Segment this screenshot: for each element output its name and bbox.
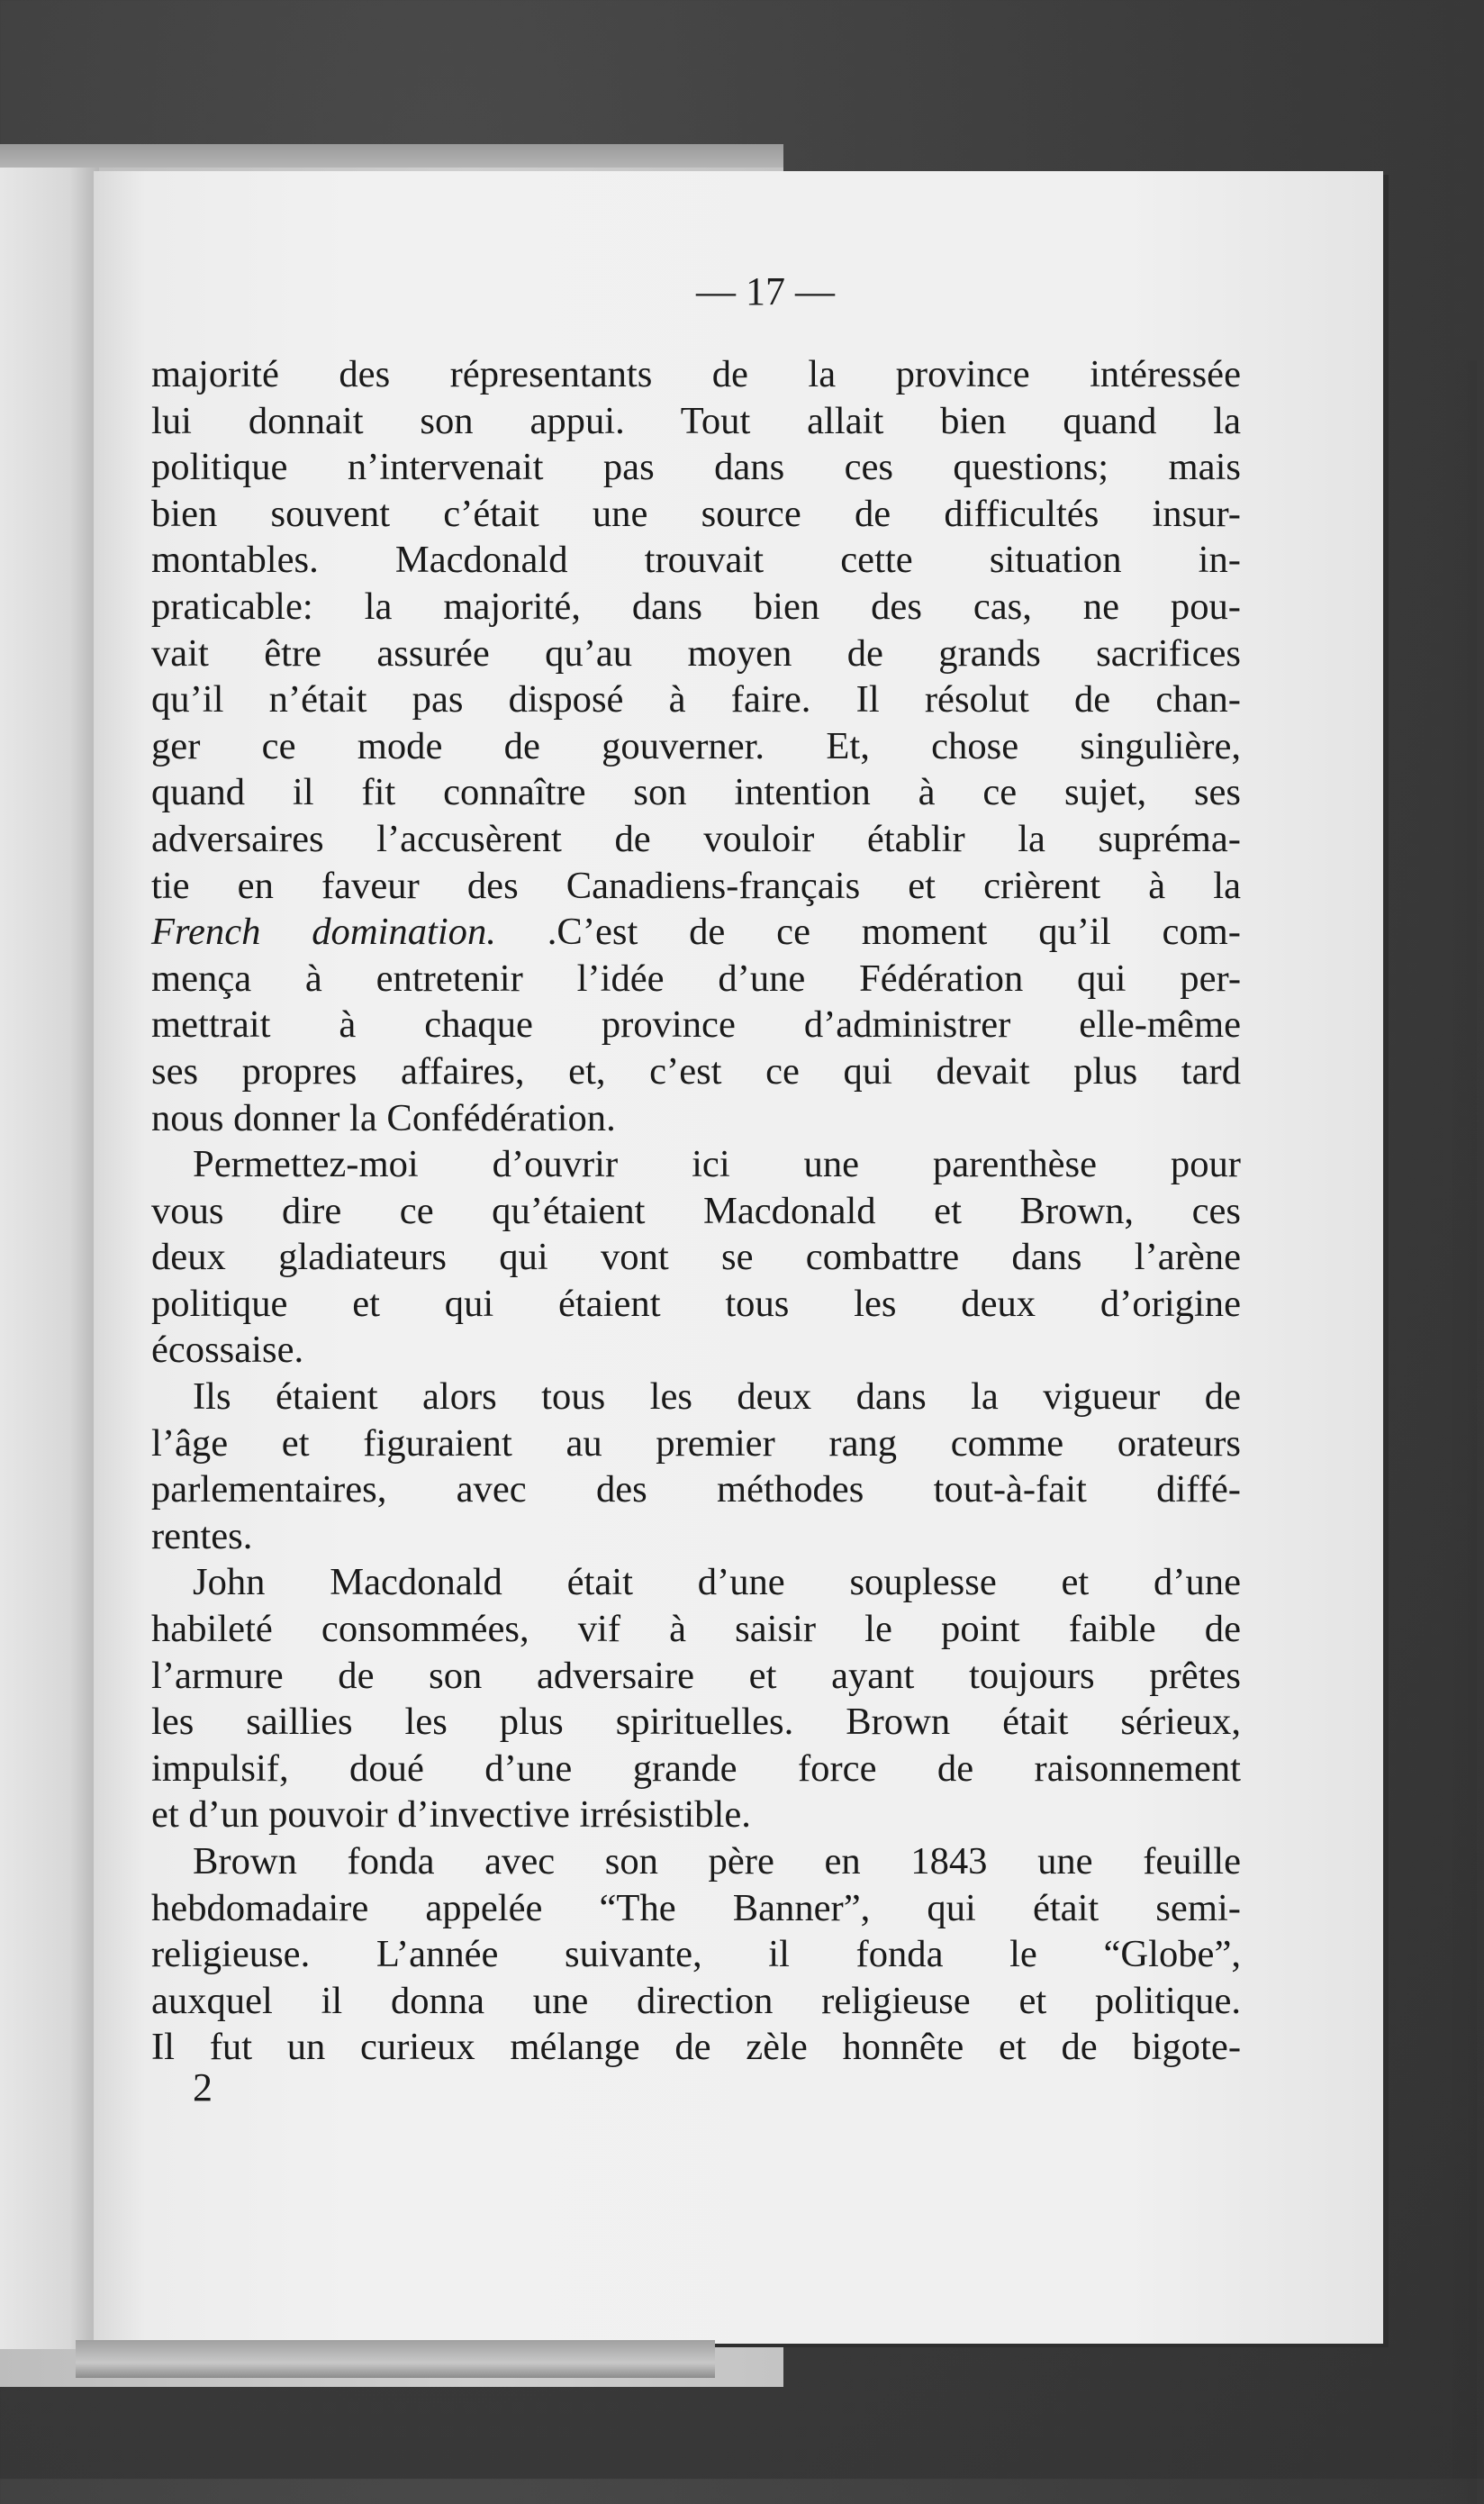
text-line: les saillies les plus spirituelles. Brown était sérieux, <box>151 1701 1241 1744</box>
text-line: praticable: la majorité, dans bien des cas, ne pou- <box>151 585 1241 628</box>
text-line: auxquel il donna une direction religieuse et politique. <box>151 1979 1241 2022</box>
bottom-binding-edge <box>76 2340 715 2378</box>
text-line: deux gladiateurs qui vont se combattre dans l’arène <box>151 1236 1241 1279</box>
text-line: nous donner la Confédération. <box>151 1096 616 1139</box>
text-line: mença à entretenir l’idée d’une Fédération qui per- <box>151 957 1241 1000</box>
text-line: parlementaires, avec des méthodes tout-à-fait diffé- <box>151 1468 1241 1511</box>
text-line: l’âge et figuraient au premier rang comme orateurs <box>151 1421 1241 1465</box>
back-page-edge <box>0 160 99 2349</box>
italic-phrase: French domination. <box>151 911 496 954</box>
text-line: hebdomadaire appelée “The Banner”, qui était semi- <box>151 1886 1241 1929</box>
text-line: tie en faveur des Canadiens-français et crièrent à la <box>151 864 1241 907</box>
text-line: impulsif, doué d’une grande force de raisonnement <box>151 1746 1241 1790</box>
text-line: mettrait à chaque province d’administrer elle-même <box>151 1003 1241 1047</box>
text-line: ger ce mode de gouverner. Et, chose singulière, <box>151 724 1241 767</box>
page-right-edge <box>1444 360 1477 2504</box>
text-line: bien souvent c’était une source de difficultés insur- <box>151 492 1241 535</box>
text-line: quand il fit connaître son intention à ce sujet, ses <box>151 771 1241 814</box>
page-number: — 17 — <box>696 269 835 313</box>
text-line: politique n’intervenait pas dans ces questions; mais <box>151 446 1241 489</box>
body-text <box>151 351 1241 2071</box>
text-line: John Macdonald était d’une souplesse et d’une <box>193 1561 1241 1604</box>
book-page <box>94 171 1383 2344</box>
text-line: vait être assurée qu’au moyen de grands sacrifices <box>151 631 1241 675</box>
text-line: montables. Macdonald trouvait cette situation in- <box>151 539 1241 582</box>
text-line: lui donnait son appui. Tout allait bien quand la <box>151 399 1241 442</box>
text-line: habileté consommées, vif à saisir le point faible de <box>151 1608 1241 1651</box>
text-line-rest: .C’est de ce moment qu’il com- <box>495 911 1241 954</box>
text-line: majorité des répresentants de la province intéressée <box>151 353 1241 395</box>
signature-mark: 2 <box>193 2065 213 2109</box>
text-line: ses propres affaires, et, c’est ce qui devait plus tard <box>151 1049 1241 1093</box>
text-line: rentes. <box>151 1514 253 1557</box>
text-line: Il fut un curieux mélange de zèle honnête et de bigote- <box>151 2026 1241 2069</box>
top-binding-edge <box>0 144 783 168</box>
text-line: Ils étaient alors tous les deux dans la vigueur de <box>193 1375 1241 1419</box>
text-line <box>151 909 1241 956</box>
text-line: Brown fonda avec son père en 1843 une feuille <box>193 1840 1241 1883</box>
text-line: vous dire ce qu’étaient Macdonald et Brown, ces <box>151 1189 1241 1232</box>
text-line: écossaise. <box>151 1329 304 1372</box>
text-line: adversaires l’accusèrent de vouloir établir la supréma- <box>151 817 1241 860</box>
text-line: politique et qui étaient tous les deux d’origine <box>151 1282 1241 1325</box>
text-line: l’armure de son adversaire et ayant toujours prêtes <box>151 1654 1241 1697</box>
text-line: et d’un pouvoir d’invective irrésistible. <box>151 1793 751 1837</box>
text-line: qu’il n’était pas disposé à faire. Il résolut de chan- <box>151 678 1241 721</box>
text-line: Permettez-moi d’ouvrir ici une parenthèse pour <box>193 1143 1241 1186</box>
text-line: religieuse. L’année suivante, il fonda le “Globe”, <box>151 1933 1241 1976</box>
